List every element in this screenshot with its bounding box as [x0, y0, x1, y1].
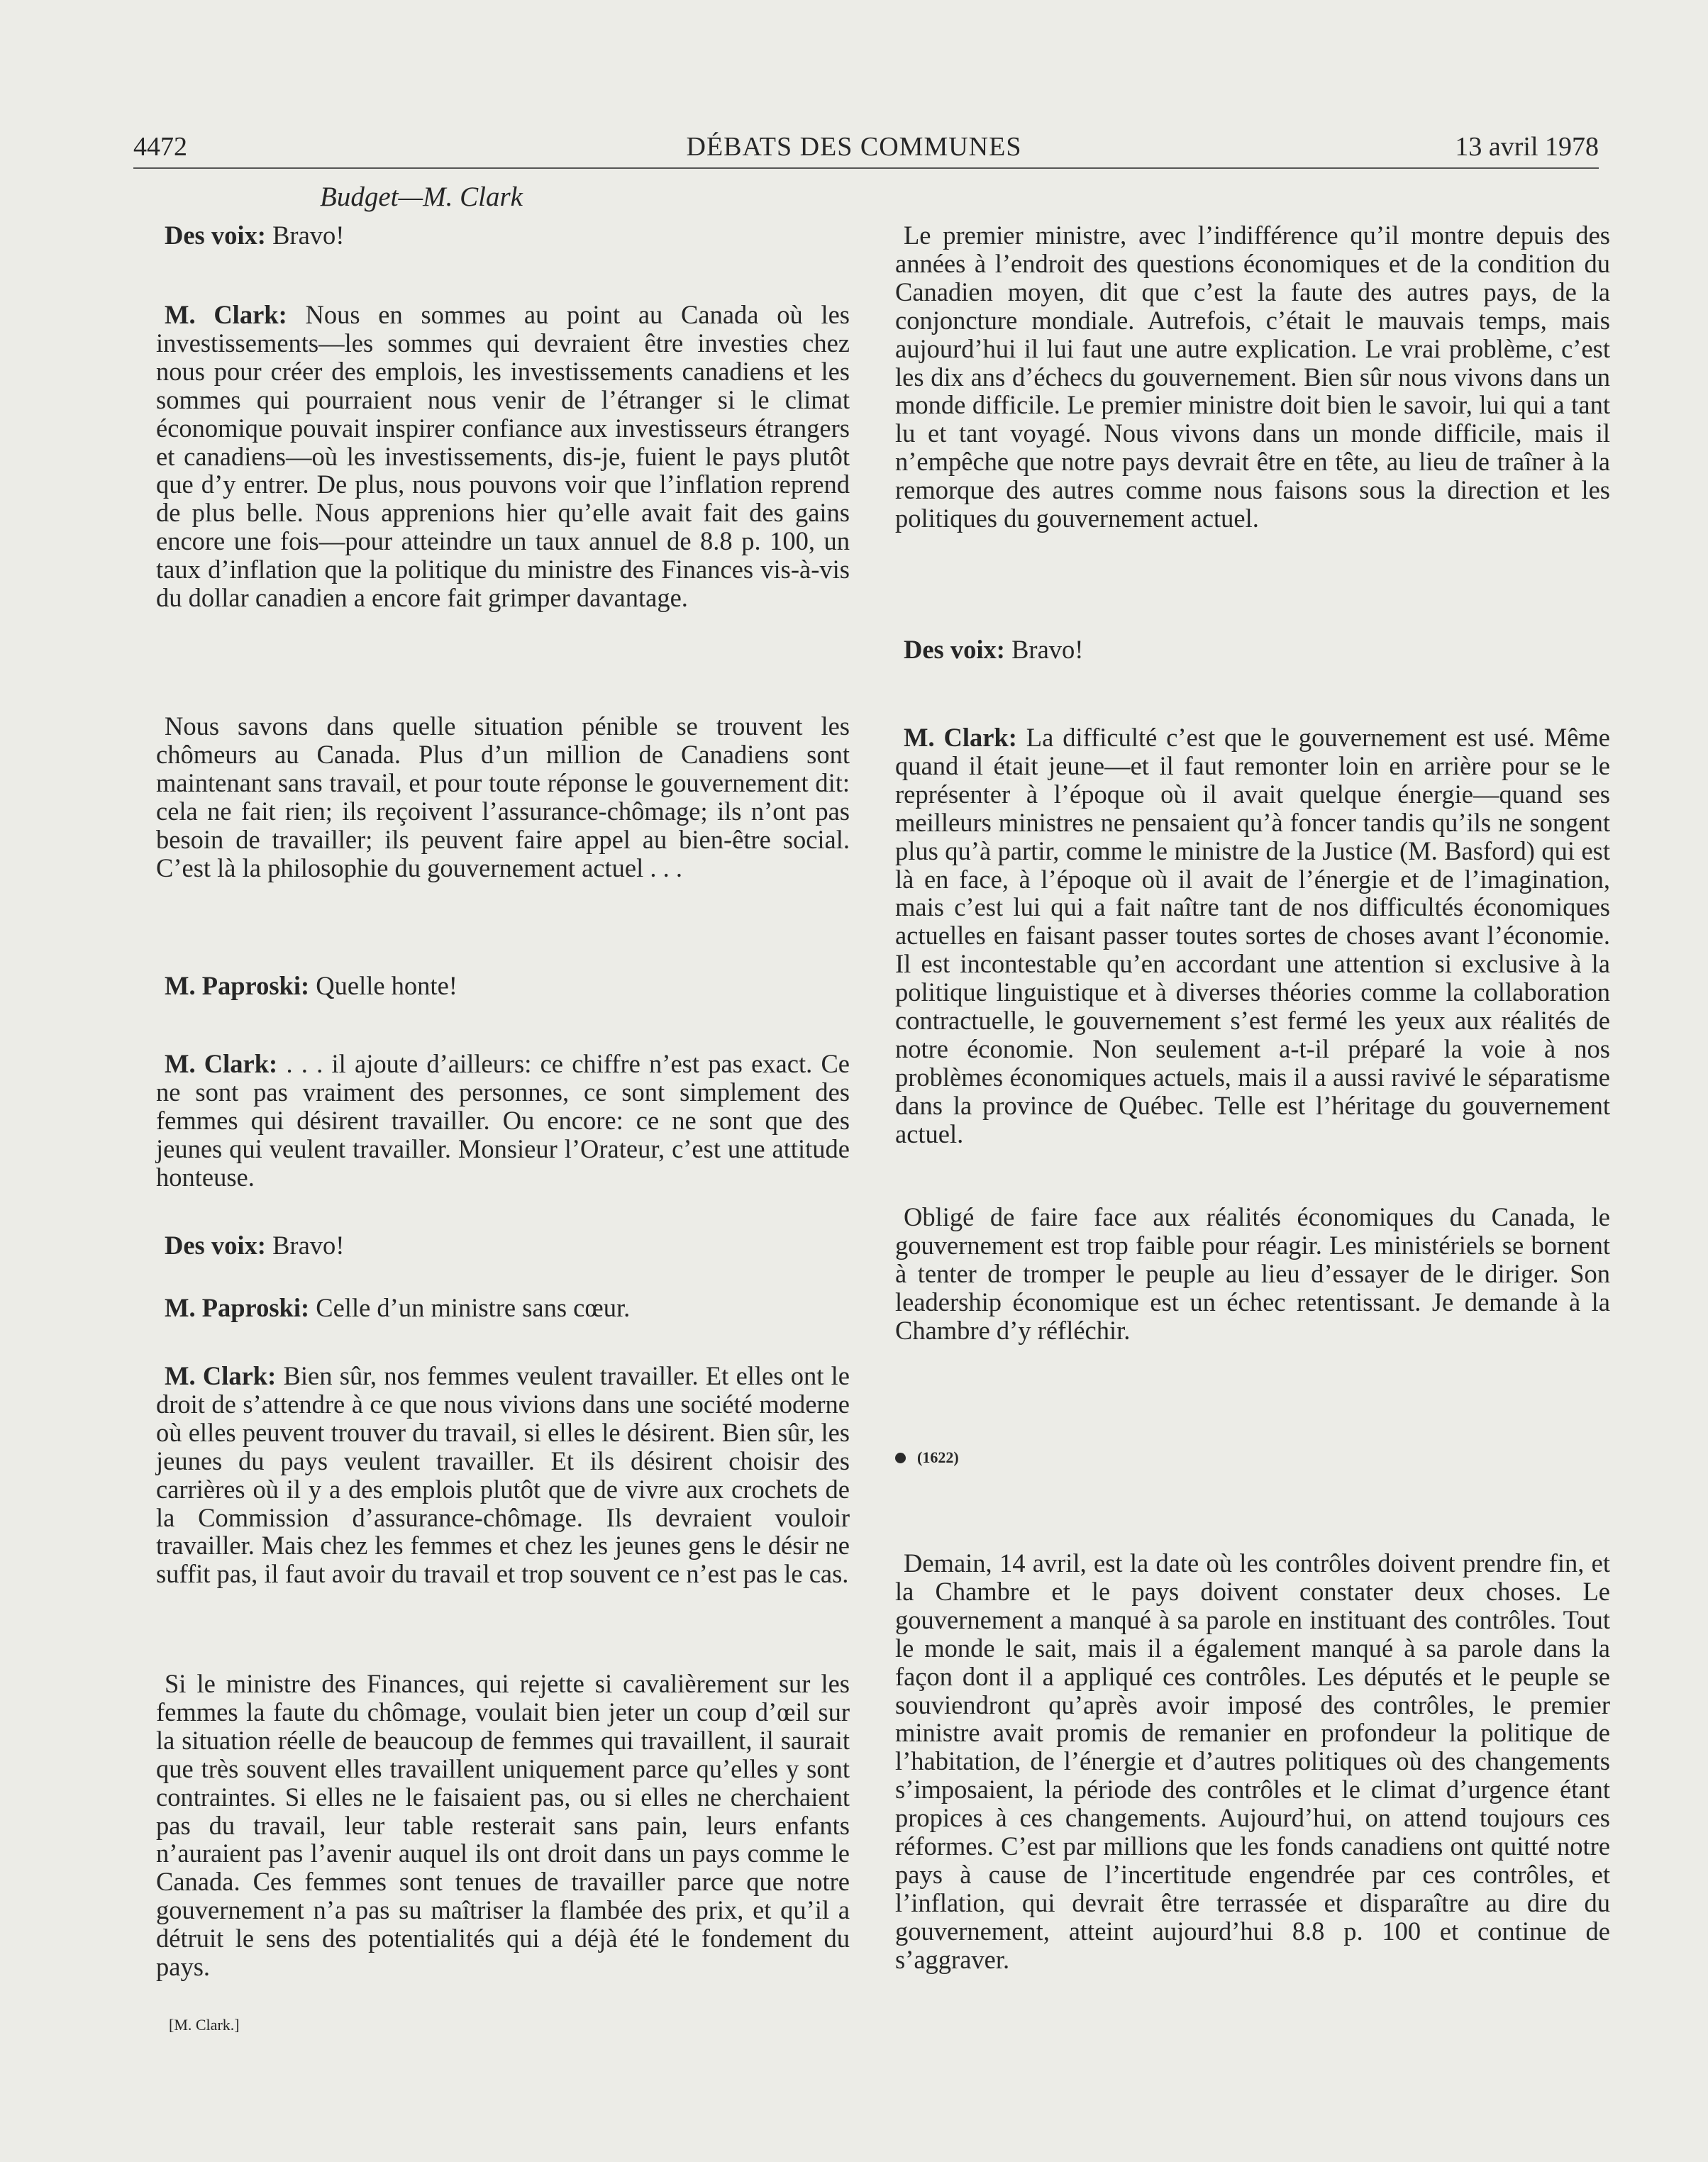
- speaker-name: Des voix:: [165, 1231, 266, 1260]
- paragraph-text: Celle d’un ministre sans cœur.: [309, 1293, 631, 1322]
- paragraph: [156, 1670, 850, 1981]
- header-date: 13 avril 1978: [1455, 132, 1599, 162]
- section-heading: Budget—M. Clark: [320, 182, 523, 212]
- paragraph-text: Si le ministre des Finances, qui rejette si cavalièrement sur les femmes la faute du chômage, voulait bien jeter un coup d’œil sur la situation réelle de beaucoup de femmes qui travaillent, il saurait que très souvent elles travaillent uniquement parce qu’elles y sont contraintes. Si elles ne le faisaient pas, ou si elles ne cherchaient pas du travail, leur table resterait sans pain, leurs enfants n’auraient pas l’avenir auquel ils ont droit dans un pays comme le Canada. Ces femmes sont tenues de travailler parce que notre gouvernement n’a pas su maîtriser la flambée des prix, et qu’il a détruit le sens des potentialités qui a déjà été le fondement du pays.: [156, 1669, 850, 1982]
- paragraph-text: . . . il ajoute d’ailleurs: ce chiffre n’est pas exact. Ce ne sont pas vraiment des personnes, ce sont simplement des femmes qui désirent travailler. Ou encore: ce ne sont que des jeunes qui veulent travailler. Monsieur l’Orateur, c’est une attitude honteuse.: [156, 1049, 850, 1192]
- page-number: 4472: [133, 132, 187, 162]
- paragraph: [156, 1231, 850, 1260]
- speaker-name: M. Clark:: [165, 1049, 278, 1078]
- speaker-name: M. Clark:: [904, 723, 1017, 752]
- bullet-icon: [895, 1453, 906, 1463]
- paragraph: [156, 712, 850, 882]
- paragraph: [895, 724, 1610, 1148]
- paragraph-text: Obligé de faire face aux réalités économiques du Canada, le gouvernement est trop faible pour réagir. Les ministériels se bornent à tenter de tromper le peuple au lieu d’essayer de le diriger. Son leadership économique est un échec retentissant. Je demande à la Chambre d’y réfléchir.: [895, 1202, 1610, 1345]
- paragraph-text: Le premier ministre, avec l’indifférence qu’il montre depuis des années à l’endroit des questions économiques et de la condition du Canadien moyen, dit que c’est la faute des autres pays, de la conjoncture mondiale. Autrefois, c’était le mauvais temps, mais aujourd’hui il lui faut une autre explication. Le vrai problème, c’est les dix ans d’échecs du gouvernement. Bien sûr nous vivons dans un monde difficile. Le premier ministre doit bien le savoir, lui qui a tant lu et tant voyagé. Nous vivons dans un monde difficile, mais il n’empêche que notre pays devrait être en tête, au lieu de traîner à la remorque des autres comme nous faisons sous la direction et les politiques du gouvernement actuel.: [895, 221, 1610, 533]
- speaker-name: M. Clark:: [165, 1361, 277, 1390]
- speaker-name: M. Paproski:: [165, 1293, 310, 1322]
- paragraph-text: Bien sûr, nos femmes veulent travailler. Et elles ont le droit de s’attendre à ce que nous vivions dans une société moderne où elles peuvent trouver du travail, si elles le désirent. Bien sûr, les jeunes du pays veulent travailler. Et ils désirent choisir des carrières où il y a des emplois plutôt que de vivre aux crochets de la Commission d’assurance-chômage. Ils devraient vouloir travailler. Mais chez les femmes et chez les jeunes gens le désir ne suffit pas, il faut avoir du travail et trop souvent ce n’est pas le cas.: [156, 1361, 850, 1589]
- paragraph-text: Quelle honte!: [309, 971, 458, 1000]
- paragraph: [895, 636, 1610, 664]
- speaker-name: Des voix:: [904, 635, 1005, 664]
- speaker-name: M. Paproski:: [165, 971, 310, 1000]
- journal-title: DÉBATS DES COMMUNES: [686, 132, 1022, 162]
- paragraph-text: Bravo!: [265, 1231, 345, 1260]
- paragraph: [156, 972, 850, 1000]
- paragraph-text: Demain, 14 avril, est la date où les contrôles doivent prendre fin, et la Chambre et le pays doivent constater deux choses. Le gouvernement a manqué à sa parole en instituant des contrôles. Tout le monde le sait, mais il a également manqué à sa parole dans la façon dont il a appliqué ces contrôles. Les députés et le peuple se souviendront qu’après avoir imposé des contrôles, le premier ministre avait promis de remanier en profondeur la politique de l’habitation, de l’énergie et d’autres politiques où des changements s’imposaient, la période des contrôles et le climat d’urgence étant propices à ces changements. Aujourd’hui, on attend toujours ces réformes. C’est par millions que les fonds canadiens ont quitté notre pays à cause de l’incertitude engendrée par ces contrôles, et l’inflation, qui devrait être terrassée et disparaître au dire du gouvernement, atteint aujourd’hui 8.8 p. 100 et continue de s’aggraver.: [895, 1548, 1610, 1974]
- paragraph: [895, 221, 1610, 533]
- paragraph: [895, 1203, 1610, 1345]
- paragraph: [895, 1549, 1610, 1974]
- header-rule: [133, 167, 1599, 169]
- paragraph-text: La difficulté c’est que le gouvernement est usé. Même quand il était jeune—et il faut remonter loin en arrière pour se le représenter à l’époque où il avait quelque énergie—quand ses meilleurs ministres ne pensaient qu’à foncer tandis qu’ils ne songent plus qu’à partir, comme le ministre de la Justice (M. Basford) qui est là en face, à l’époque où il avait de l’énergie et de l’imagination, mais c’est lui qui a fait naître tant de nos difficultés économiques actuelles en faisant passer toutes sortes de choses avant l’économie. Il est incontestable qu’en accordant une attention si exclusive à la politique linguistique et à diverses théories comme la collaboration contractuelle, le gouvernement s’est fermé les yeux aux réalités de notre économie. Non seulement a-t-il préparé la voie à nos problèmes économiques actuels, mais il a aussi ravivé le séparatisme dans la province de Québec. Telle est l’héritage du gouvernement actuel.: [895, 723, 1610, 1148]
- time-marker-text: (1622): [917, 1448, 959, 1466]
- speaker-name: Des voix:: [165, 221, 266, 250]
- paragraph: [156, 1362, 850, 1588]
- paragraph-text: Nous savons dans quelle situation pénible se trouvent les chômeurs au Canada. Plus d’un million de Canadiens sont maintenant sans travail, et pour toute réponse le gouvernement dit: cela ne fait rien; ils reçoivent l’assurance-chômage; ils n’ont pas besoin de travailler; ils peuvent faire appel au bien-être social. C’est là la philosophie du gouvernement actuel . . .: [156, 711, 850, 882]
- speaker-footnote: [M. Clark.]: [169, 2016, 240, 2034]
- paragraph: [156, 301, 850, 612]
- paragraph: [156, 221, 850, 250]
- paragraph-text: Bravo!: [1004, 635, 1084, 664]
- paragraph-text: Bravo!: [265, 221, 345, 250]
- paragraph: [156, 1294, 850, 1322]
- paragraph-text: Nous en sommes au point au Canada où les investissements—les sommes qui devraient être investies chez nous pour créer des emplois, les investissements canadiens et les sommes qui pourraient nous venir de l’étranger si le climat économique pouvait inspirer confiance aux investisseurs étrangers et canadiens—où les investissements, dis-je, fuient le pays plutôt que d’y entrer. De plus, nous pouvons voir que l’inflation reprend de plus belle. Nous apprenions hier qu’elle avait fait des gains encore une fois—pour atteindre un taux annuel de 8.8 p. 100, un taux d’inflation que la politique du ministre des Finances vis-à-vis du dollar canadien a encore fait grimper davantage.: [156, 300, 850, 613]
- paragraph: [156, 1050, 850, 1192]
- speaker-name: M. Clark:: [165, 300, 287, 329]
- time-marker: [895, 1447, 959, 1468]
